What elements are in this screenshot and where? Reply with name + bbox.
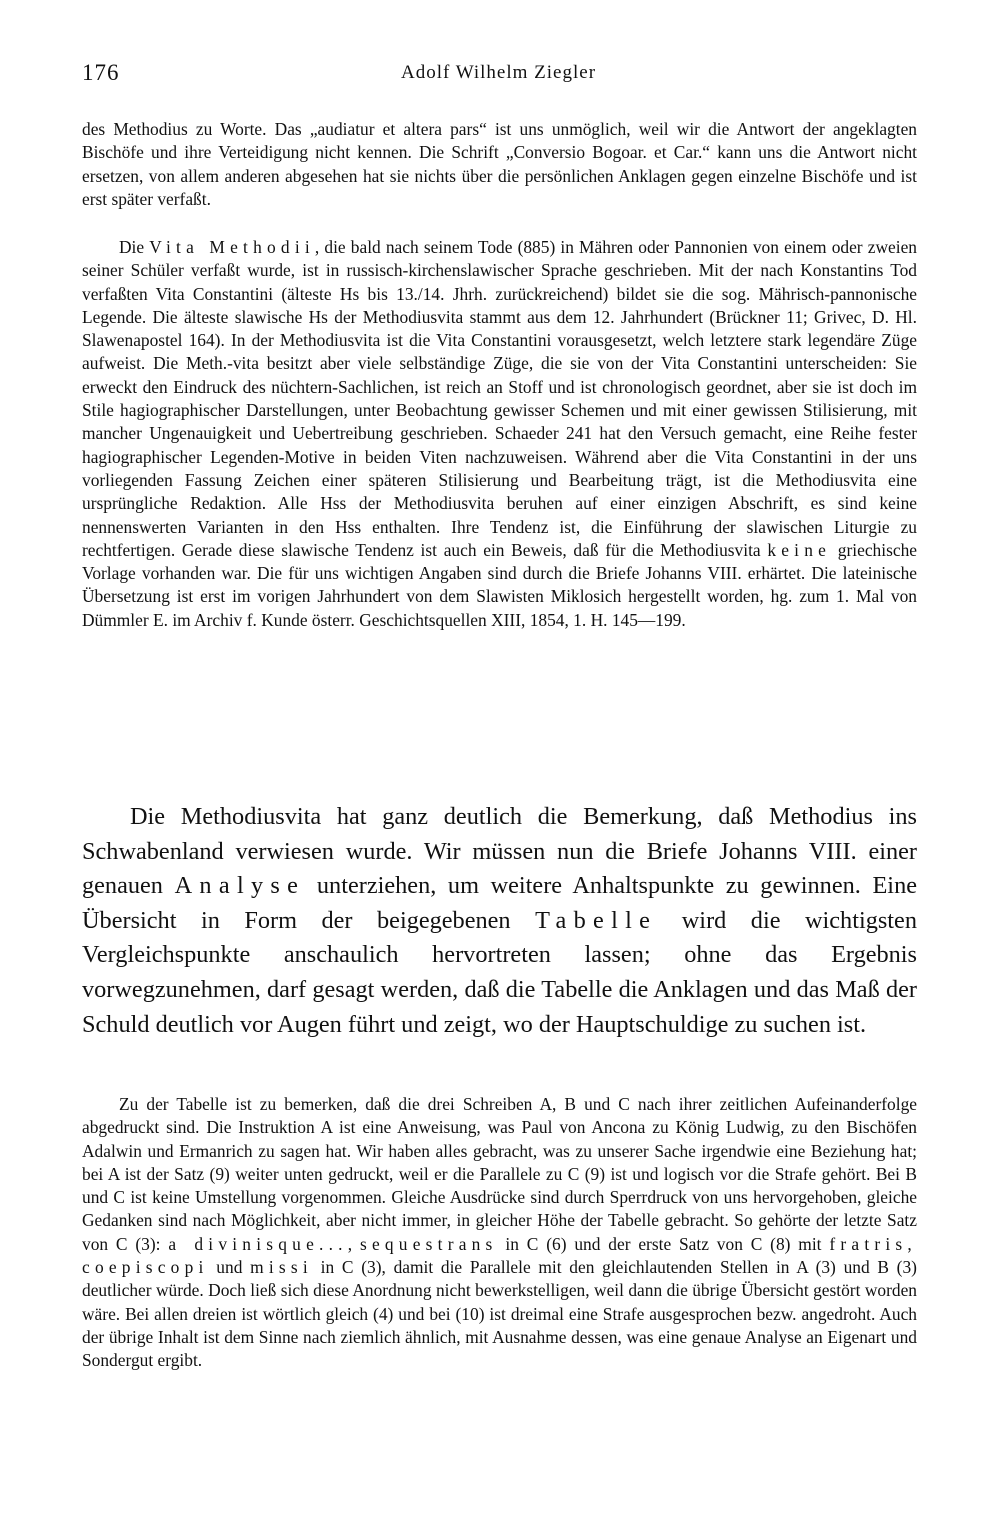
footnote-vita-text: , die bald nach seinem Tode (885) in Mähren oder Pannonien von einem oder zweien seiner Schüler verfaßt wurde, ist in russisch-kirchenslawischer Sprache geschrieben. Mit der nach Konstantins Tod verfaßten Vita Constantini (älteste Hs bis 13./14. Jhrh. zurückreichend) bildet sie die sog. Mährisch-pannonische Legende. Die älteste slawische Hs der Methodiusvita stammt aus dem 12. Jahrhundert (Brückner 11; Grivec, D. Hl. Slawenapostel 164). In der Methodiusvita ist die Vita Constantini vorausgesetzt, welch letztere stark legendäre Züge aufweist. Die Meth.-vita besitzt aber viele selbständige Züge, die sie von der Vita Constantini unterscheiden: Sie erweckt den Eindruck des nüchtern-Sachlichen, ist reich an Stoff und ist chronologisch geordnet, aber sie ist doch im Stile hagiographischer Darstellungen, unter Beobachtung gewisser Schemen und mit einer gewissen Stilisierung, mit mancher Ungenauigkeit und Uebertreibung geschrieben. Schaeder 241 hat den Versuch gemacht, eine Reihe fester hagiographischer Legenden-Motive in beiden Viten nachzuweisen. Während aber die Vita Constantini in der uns vorliegenden Fassung Zeichen einer späteren Stilisierung und Bearbeitung trägt, ist die Methodiusvita eine ursprüngliche Redaktion. Alle Hss der Methodiusvita beruhen auf einer einzigen Abschrift, es sind keine nennenswerten Varianten in den Hss enthalten. Ihre Tendenz ist, die Einführung der slawischen Liturgie zu rechtfertigen. Gerade diese slawische Tendenz ist auch ein Beweis, daß für die Methodiusvita	[82, 237, 917, 560]
footnote-vita-intro: Die	[119, 237, 145, 257]
running-head: Adolf Wilhelm Ziegler	[400, 62, 597, 83]
footnote-tabelle-part2: ,	[347, 1233, 353, 1254]
page-number: 176	[82, 60, 120, 85]
spaced-term-fratris-coepiscopi: fratris, coepiscopi	[82, 1233, 917, 1278]
spaced-term-keine: keine	[767, 539, 832, 560]
footnote-continuation-text: des Methodius zu Worte. Das „audiatur et altera pars“ ist uns unmöglich, weil wir die Antwort der angeklagten Bischöfe und ihre Verteidigung nicht kennen. Die Schrift „Conversio Bogoar. et Car.“ kann uns die Antwort nicht ersetzen, von allem anderen abgesehen hat sie nichts über die persönlichen Anklagen gegen einzelne Bischöfe und ist erst später verfaßt.	[82, 119, 917, 209]
footnote-vita-text-end: griechische Vorlage vorhanden war. Die für uns wichtigen Angaben sind durch die Briefe Johanns VIII. erhärtet. Die lateinische Übersetzung ist erst im vorigen Jahrhundert von dem Slawisten Miklosich hergestellt worden, hg. zum 1. Mal von Dümmler E. im Archiv f. Kunde österr. Geschichtsquellen XIII, 1854, 1. H. 145—199.	[82, 539, 917, 630]
footnote-vita-methodii	[82, 236, 917, 632]
footnote-tabelle	[82, 1093, 917, 1373]
main-text-part3: wird die wichtigsten Vergleichspunkte anschaulich hervortreten lassen; ohne das Ergebnis vorwegzunehmen, darf gesagt werden, daß die Tabelle die Anklagen und das Maß der Schuld deutlich vor Augen führt und zeigt, wo der Hauptschuldige zu suchen ist.	[82, 906, 917, 1038]
spaced-term-sequestrans: sequestrans	[359, 1233, 498, 1254]
spaced-term-missi: missi	[250, 1257, 313, 1278]
main-text-part2: unterziehen, um weitere Anhaltspunkte zu gewinnen. Eine Übersicht in Form der beigegebenen	[82, 872, 917, 934]
spaced-term-a-divinisque: a divinisque...	[168, 1233, 348, 1254]
footnote-tabelle-part1: Zu der Tabelle ist zu bemerken, daß die drei Schreiben A, B und C nach ihrer zeitlichen Aufeinanderfolge abgedruckt sind. Die Instruktion A ist eine Anweisung, was Paul von Ancona zu König Ludwig, zu den Bischöfen Adalwin und Ermanrich zu sagen hat. Wir haben alles gebracht, was zu unserer Sache irgendwie eine Beziehung hat; bei A ist der Satz (9) weiter unten gedruckt, weil er die Parallele zu C (9) ist und logisch vor die Strafe gehört. Bei B und C ist keine Umstellung vorgenommen. Gleiche Ausdrücke sind durch Sperrdruck von uns hervorgehoben, gleiche Gedanken sind nach Möglichkeit, aber nicht immer, in gleicher Höhe der Tabelle gebracht. So gehörte der letzte Satz von C (3):	[82, 1094, 917, 1254]
main-paragraph	[82, 800, 917, 1042]
footnote-vita-paragraph	[82, 236, 917, 632]
footnote-tabelle-part4: und	[216, 1257, 243, 1278]
footnote-tabelle-part3: in C (6) und der erste Satz von C (8) mit	[505, 1233, 822, 1254]
spaced-term-tabelle: Tabelle	[535, 906, 658, 934]
footnote-continuation	[82, 118, 917, 211]
spaced-term-analyse: Analyse	[174, 872, 306, 900]
main-text-part1: Die Methodiusvita hat ganz deutlich die Bemerkung, daß Methodius ins Schwabenland verwiesen wurde. Wir müssen nun die Briefe Johanns VIII. einer genauen	[82, 803, 917, 900]
footnote-tabelle-part5: in C (3), damit die Parallele mit den gleichlautenden Stellen in A (3) und B (3) deutlicher würde. Doch ließ sich diese Anordnung nicht bewerkstelligen, weil dann die übrige Übersicht gestört worden wäre. Bei allen dreien ist wörtlich gleich (4) und bei (10) ist dreimal eine Strafe ausgesprochen bezw. angedroht. Auch der übrige Inhalt ist dem Sinne nach ziemlich ähnlich, mit Ausnahme dessen, was eine genaue Analyse an Eigenart und Sondergut ergibt.	[82, 1257, 917, 1371]
main-text	[82, 800, 917, 1042]
page-header	[82, 60, 915, 92]
spaced-term-vita-methodii: Vita Methodii	[149, 237, 315, 257]
footnote-tabelle-paragraph	[82, 1093, 917, 1373]
